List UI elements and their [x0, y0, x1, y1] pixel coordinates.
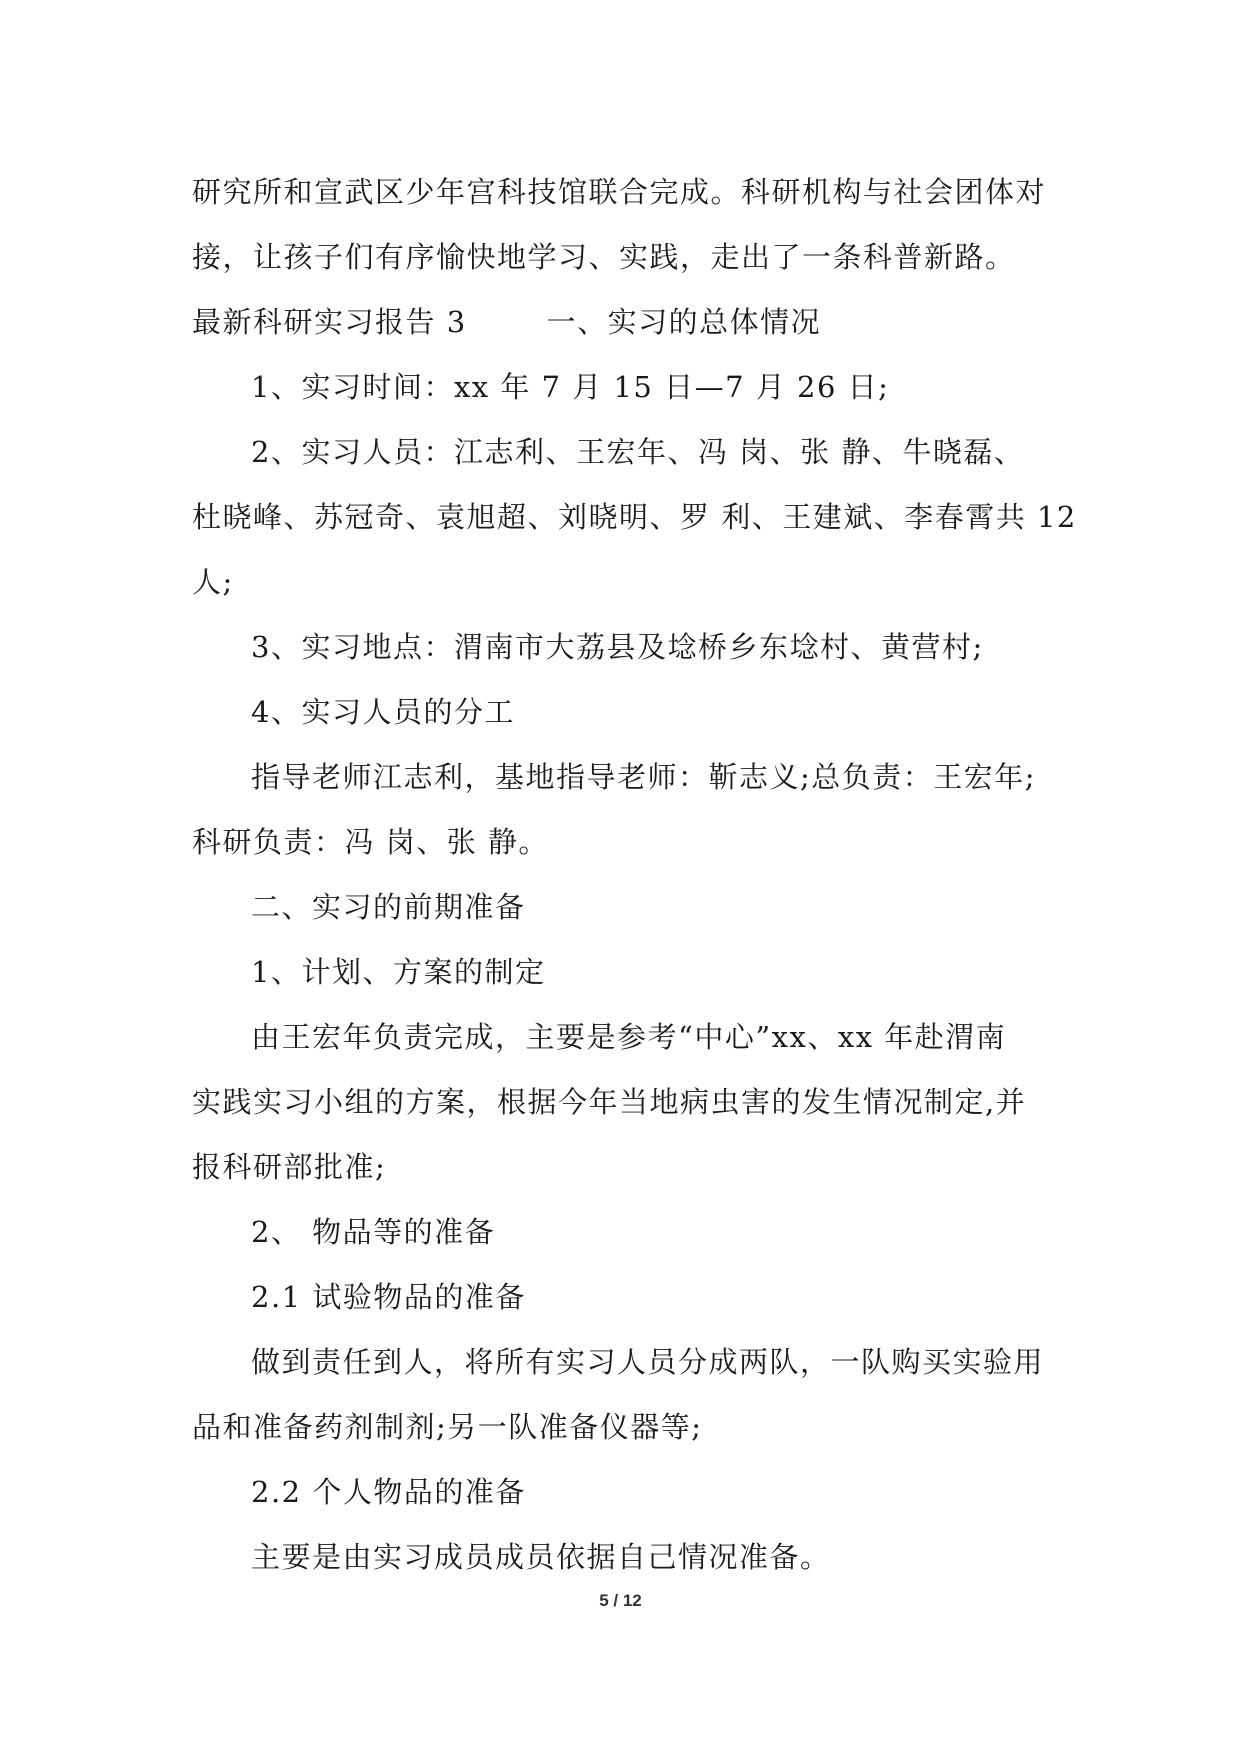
- text-line: 3、实习地点：渭南市大荔县及埝桥乡东埝村、黄营村;: [251, 630, 984, 664]
- text-line: 研究所和宣武区少年宫科技馆联合完成。科研机构与社会团体对: [192, 175, 1047, 209]
- text-line: 杜晓峰、苏冠奇、袁旭超、刘晓明、罗 利、王建斌、李春霄共 12: [192, 500, 1077, 534]
- text-line: 指导老师江志利，基地指导老师：靳志义;总负责：王宏年;: [251, 760, 1037, 794]
- text-line: 2、实习人员：江志利、王宏年、冯 岗、张 静、牛晓磊、: [251, 435, 1025, 469]
- text-line: 2.1 试验物品的准备: [251, 1280, 526, 1314]
- section-heading: 一、实习的总体情况: [546, 305, 822, 339]
- text-line: 接，让孩子们有序愉快地学习、实践，走出了一条科普新路。: [192, 240, 1016, 274]
- section-heading: 二、实习的前期准备: [251, 890, 526, 924]
- report-title: 最新科研实习报告 3: [192, 305, 467, 339]
- text-line: 报科研部批准;: [192, 1150, 387, 1184]
- text-line: 2、 物品等的准备: [251, 1215, 496, 1249]
- text-line: 主要是由实习成员成员依据自己情况准备。: [251, 1540, 831, 1574]
- text-line: 实践实习小组的方案，根据今年当地病虫害的发生情况制定,并: [192, 1085, 1027, 1119]
- text-line: 1、实习时间：xx 年 7 月 15 日—7 月 26 日;: [251, 370, 890, 404]
- text-line: 科研负责：冯 岗、张 静。: [192, 825, 549, 859]
- text-line: 2.2 个人物品的准备: [251, 1475, 526, 1509]
- text-line: 由王宏年负责完成，主要是参考“中心”xx、xx 年赴渭南: [251, 1020, 1007, 1054]
- page-number: 5 / 12: [599, 1591, 642, 1610]
- text-line: 做到责任到人，将所有实习人员分成两队，一队购买实验用: [251, 1345, 1045, 1379]
- document-body: [192, 160, 1077, 1590]
- section-heading-line: [192, 290, 1072, 355]
- text-line: 品和准备药剂制剂;另一队准备仪器等;: [192, 1410, 703, 1444]
- text-line: 1、计划、方案的制定: [251, 955, 546, 989]
- text-line: 4、实习人员的分工: [251, 695, 515, 729]
- text-line: 人;: [192, 565, 234, 599]
